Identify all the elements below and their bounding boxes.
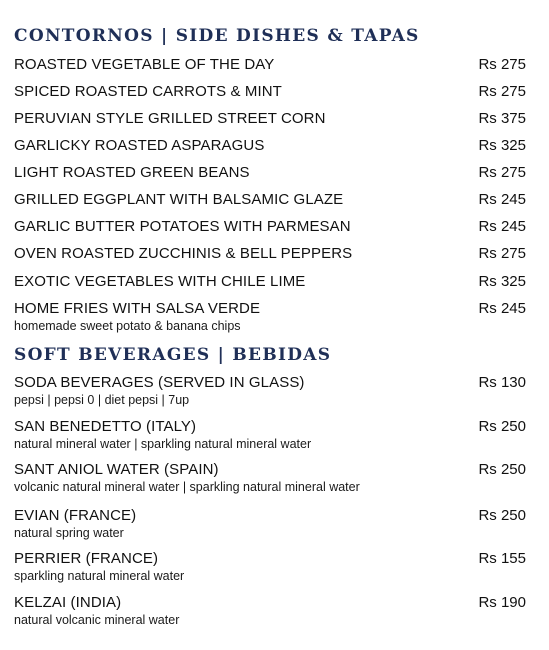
- item-description: homemade sweet potato & banana chips: [14, 319, 241, 333]
- item-name: PERRIER (FRANCE): [14, 550, 159, 567]
- item-name: GARLIC BUTTER POTATOES WITH PARMESAN: [14, 218, 351, 235]
- menu-item: [14, 164, 526, 181]
- item-name: OVEN ROASTED ZUCCHINIS & BELL PEPPERS: [14, 245, 353, 262]
- item-name: KELZAI (INDIA): [14, 594, 122, 611]
- item-price: Rs 250: [478, 507, 526, 524]
- item-description: natural mineral water | sparkling natural mineral water: [14, 437, 312, 451]
- item-name: SAN BENEDETTO (ITALY): [14, 418, 197, 435]
- item-description: natural spring water: [14, 526, 124, 540]
- item-description: volcanic natural mineral water | sparkling natural mineral water: [14, 480, 360, 494]
- menu-item: [14, 245, 526, 262]
- item-description: sparkling natural mineral water: [14, 569, 185, 583]
- item-price: Rs 325: [478, 273, 526, 290]
- item-price: Rs 275: [478, 83, 526, 100]
- menu-item: [14, 56, 526, 73]
- item-name: GRILLED EGGPLANT WITH BALSAMIC GLAZE: [14, 191, 344, 208]
- section-title-beverages: SOFT BEVERAGES | BEBIDAS: [14, 345, 332, 365]
- item-name: EXOTIC VEGETABLES WITH CHILE LIME: [14, 273, 306, 290]
- item-price: Rs 245: [478, 218, 526, 235]
- menu-item: [14, 418, 526, 451]
- menu-item: [14, 273, 526, 290]
- menu-item: [14, 594, 526, 627]
- menu-item: [14, 300, 526, 333]
- item-name: SODA BEVERAGES (SERVED IN GLASS): [14, 374, 305, 391]
- item-name: LIGHT ROASTED GREEN BEANS: [14, 164, 250, 181]
- item-price: Rs 245: [478, 191, 526, 208]
- menu-item: [14, 374, 526, 407]
- section-title-side-dishes: CONTORNOS | SIDE DISHES & TAPAS: [14, 26, 420, 46]
- item-price: Rs 275: [478, 164, 526, 181]
- menu-item: [14, 550, 526, 583]
- item-name: EVIAN (FRANCE): [14, 507, 137, 524]
- item-description: natural volcanic mineral water: [14, 613, 180, 627]
- item-price: Rs 275: [478, 56, 526, 73]
- item-price: Rs 275: [478, 245, 526, 262]
- item-price: Rs 245: [478, 300, 526, 317]
- item-price: Rs 130: [478, 374, 526, 391]
- menu-item: [14, 218, 526, 235]
- item-price: Rs 250: [478, 418, 526, 435]
- menu-item: [14, 461, 526, 494]
- item-price: Rs 250: [478, 461, 526, 478]
- menu-item: [14, 83, 526, 100]
- item-price: Rs 190: [478, 594, 526, 611]
- item-price: Rs 375: [478, 110, 526, 127]
- item-name: ROASTED VEGETABLE OF THE DAY: [14, 56, 275, 73]
- item-name: HOME FRIES WITH SALSA VERDE: [14, 300, 261, 317]
- item-description: pepsi | pepsi 0 | diet pepsi | 7up: [14, 393, 190, 407]
- item-price: Rs 325: [478, 137, 526, 154]
- item-name: GARLICKY ROASTED ASPARAGUS: [14, 137, 265, 154]
- menu-item: [14, 137, 526, 154]
- item-name: PERUVIAN STYLE GRILLED STREET CORN: [14, 110, 326, 127]
- item-price: Rs 155: [478, 550, 526, 567]
- menu-item: [14, 110, 526, 127]
- menu-item: [14, 191, 526, 208]
- item-name: SANT ANIOL WATER (SPAIN): [14, 461, 219, 478]
- menu-item: [14, 507, 526, 540]
- item-name: SPICED ROASTED CARROTS & MINT: [14, 83, 282, 100]
